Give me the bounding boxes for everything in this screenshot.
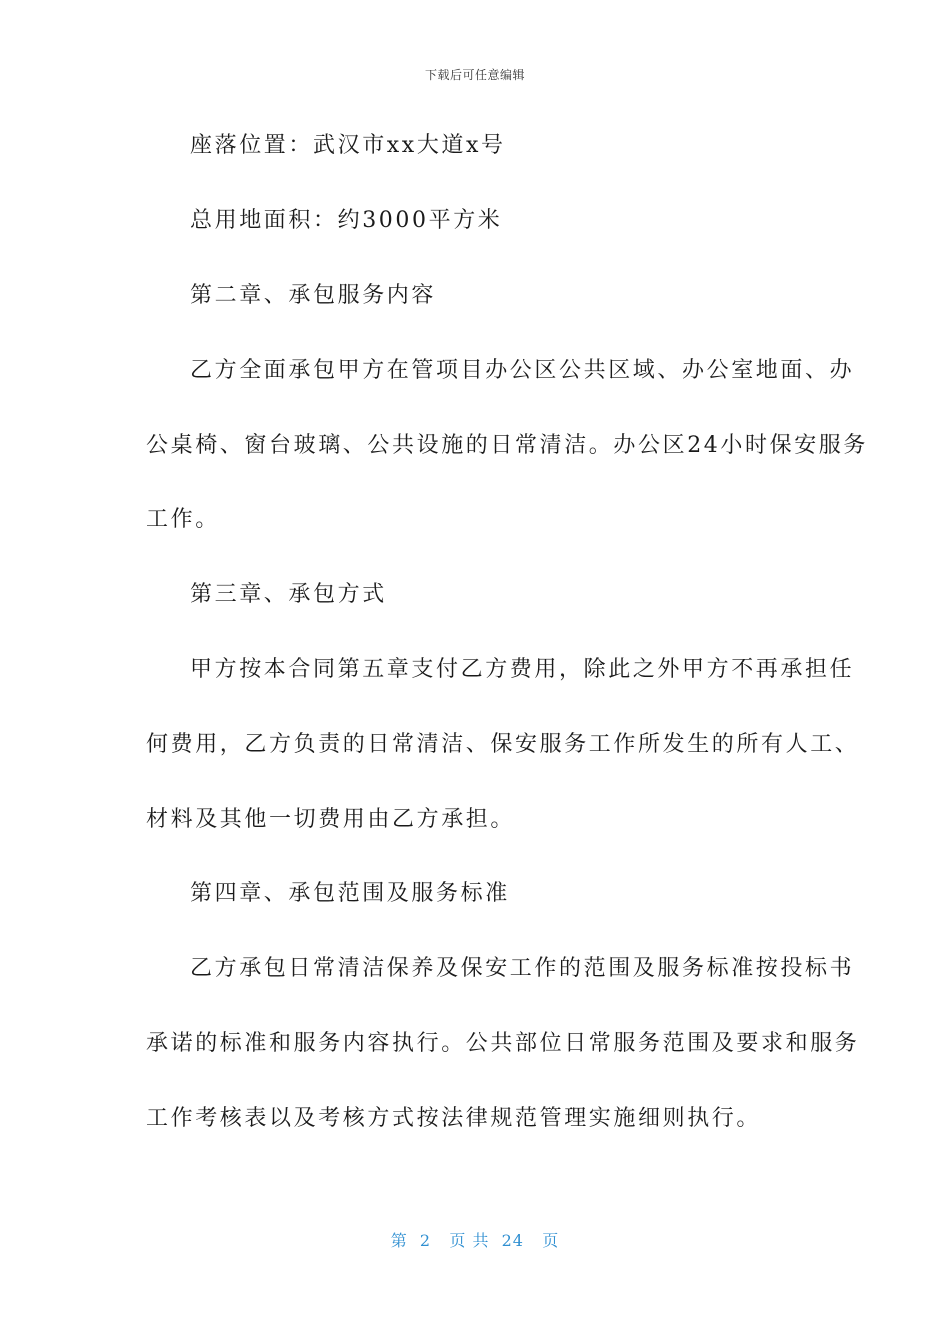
paragraph-line: 何费用，乙方负责的日常清洁、保安服务工作所发生的所有人工、 [146, 732, 860, 757]
paragraph-area: 总用地面积：约3000平方米 [190, 208, 503, 233]
paragraph-line: 工作。 [146, 507, 220, 532]
paragraph-location: 座落位置：武汉市xx大道x号 [190, 133, 506, 158]
paragraph-line: 材料及其他一切费用由乙方承担。 [146, 807, 516, 832]
paragraph-line: 工作考核表以及考核方式按法律规范管理实施细则执行。 [146, 1106, 762, 1131]
chapter-heading-4: 第四章、承包范围及服务标准 [190, 881, 510, 906]
paragraph-line: 承诺的标准和服务内容执行。公共部位日常服务范围及要求和服务 [146, 1031, 860, 1056]
paragraph-line: 乙方全面承包甲方在管项目办公区公共区域、办公室地面、办 [190, 358, 855, 383]
chapter-heading-2: 第二章、承包服务内容 [190, 283, 437, 308]
paragraph-line: 乙方承包日常清洁保养及保安工作的范围及服务标准按投标书 [190, 956, 855, 981]
page-footer: 第 2 页 共 24 页 [390, 1231, 560, 1250]
paragraph-line: 甲方按本合同第五章支付乙方费用，除此之外甲方不再承担任 [190, 657, 855, 682]
header-note: 下载后可任意编辑 [424, 68, 525, 82]
chapter-heading-3: 第三章、承包方式 [190, 582, 387, 607]
paragraph-line: 公桌椅、窗台玻璃、公共设施的日常清洁。办公区24小时保安服务 [146, 433, 868, 458]
